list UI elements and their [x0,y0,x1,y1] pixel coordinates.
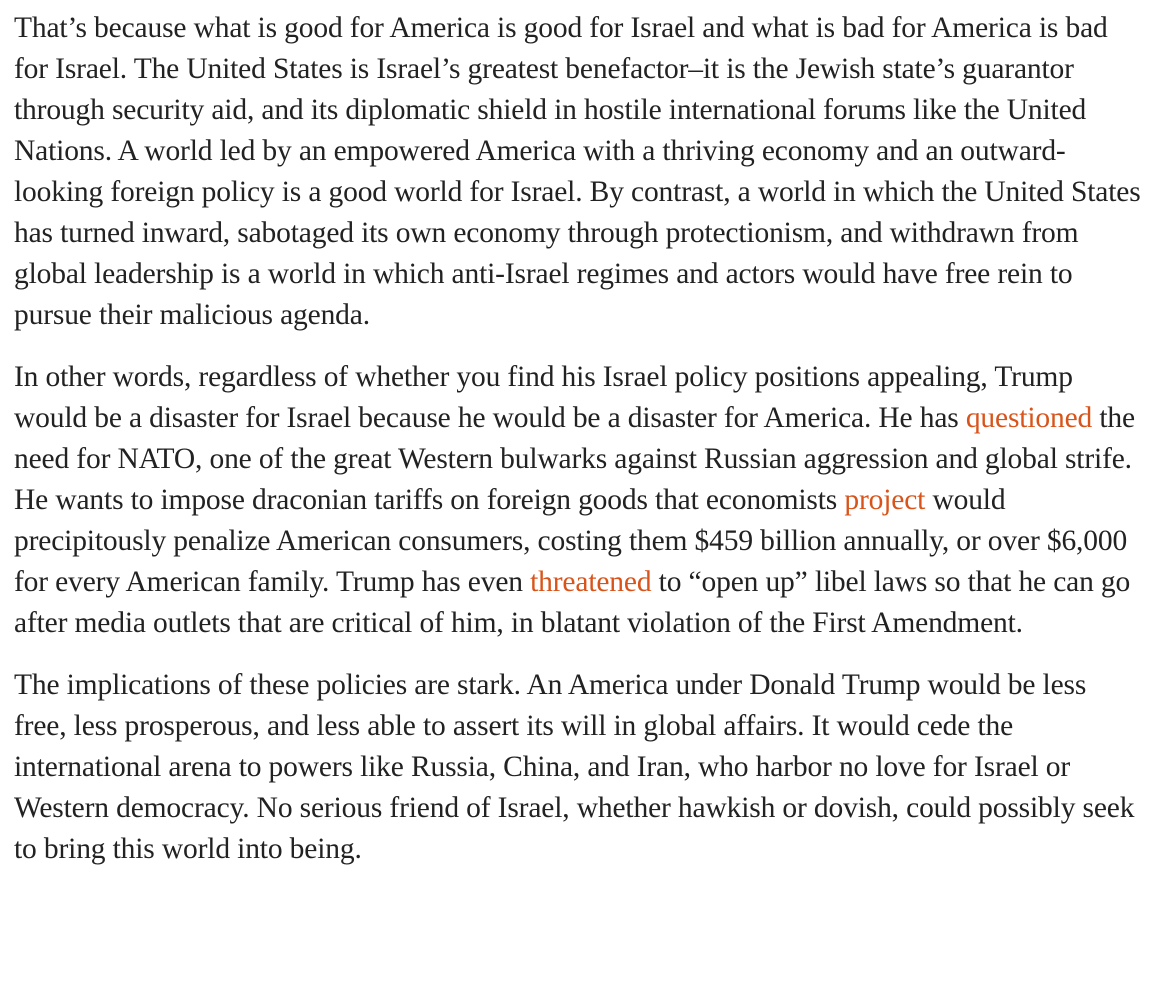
questioned-link[interactable]: questioned [965,402,1093,434]
paragraph-2-text-1: In other words, regardless of whether you find his Israel policy positions appealing, Trump would be a disaster for Israel because he would be a disaster for America. He has [14,361,1073,434]
paragraph-1: That’s because what is good for America is good for Israel and what is bad for America is bad for Israel. The United States is Israel’s greatest benefactor–it is the Jewish state’s guarantor through security aid, and its diplomatic shield in hostile international forums like the United Nations. A world led by an empowered America with a thriving economy and an outward-looking foreign policy is a good world for Israel. By contrast, a world in which the United States has turned inward, sabotaged its own economy through protectionism, and withdrawn from global leadership is a world in which anti-Israel regimes and actors would have free rein to pursue their malicious agenda. [14,12,1141,331]
threatened-link[interactable]: threatened [530,566,652,598]
paragraph-3: The implications of these policies are stark. An America under Donald Trump would be less free, less prosperous, and less able to assert its will in global affairs. It would cede the international arena to powers like Russia, China, and Iran, who harbor no love for Israel or Western democracy. No serious friend of Israel, whether hawkish or dovish, could possibly seek to bring this world into being. [14,669,1135,865]
paragraph-2 [14,357,1144,644]
paragraph-2-text-2: the need for NATO, one of the great Western bulwarks against Russian aggression and global strife. He wants to impose draconian tariffs on foreign goods that economists [14,402,1135,516]
paragraph-2-text-3: would precipitously penalize American consumers, costing them $459 billion annually, or over $6,000 for every American family. Trump has even [14,484,1128,598]
article-body [14,8,1144,891]
paragraph-2-text-4: to “open up” libel laws so that he can go after media outlets that are critical of him, in blatant violation of the First Amendment. [14,566,1131,639]
project-link[interactable]: project [844,484,926,516]
